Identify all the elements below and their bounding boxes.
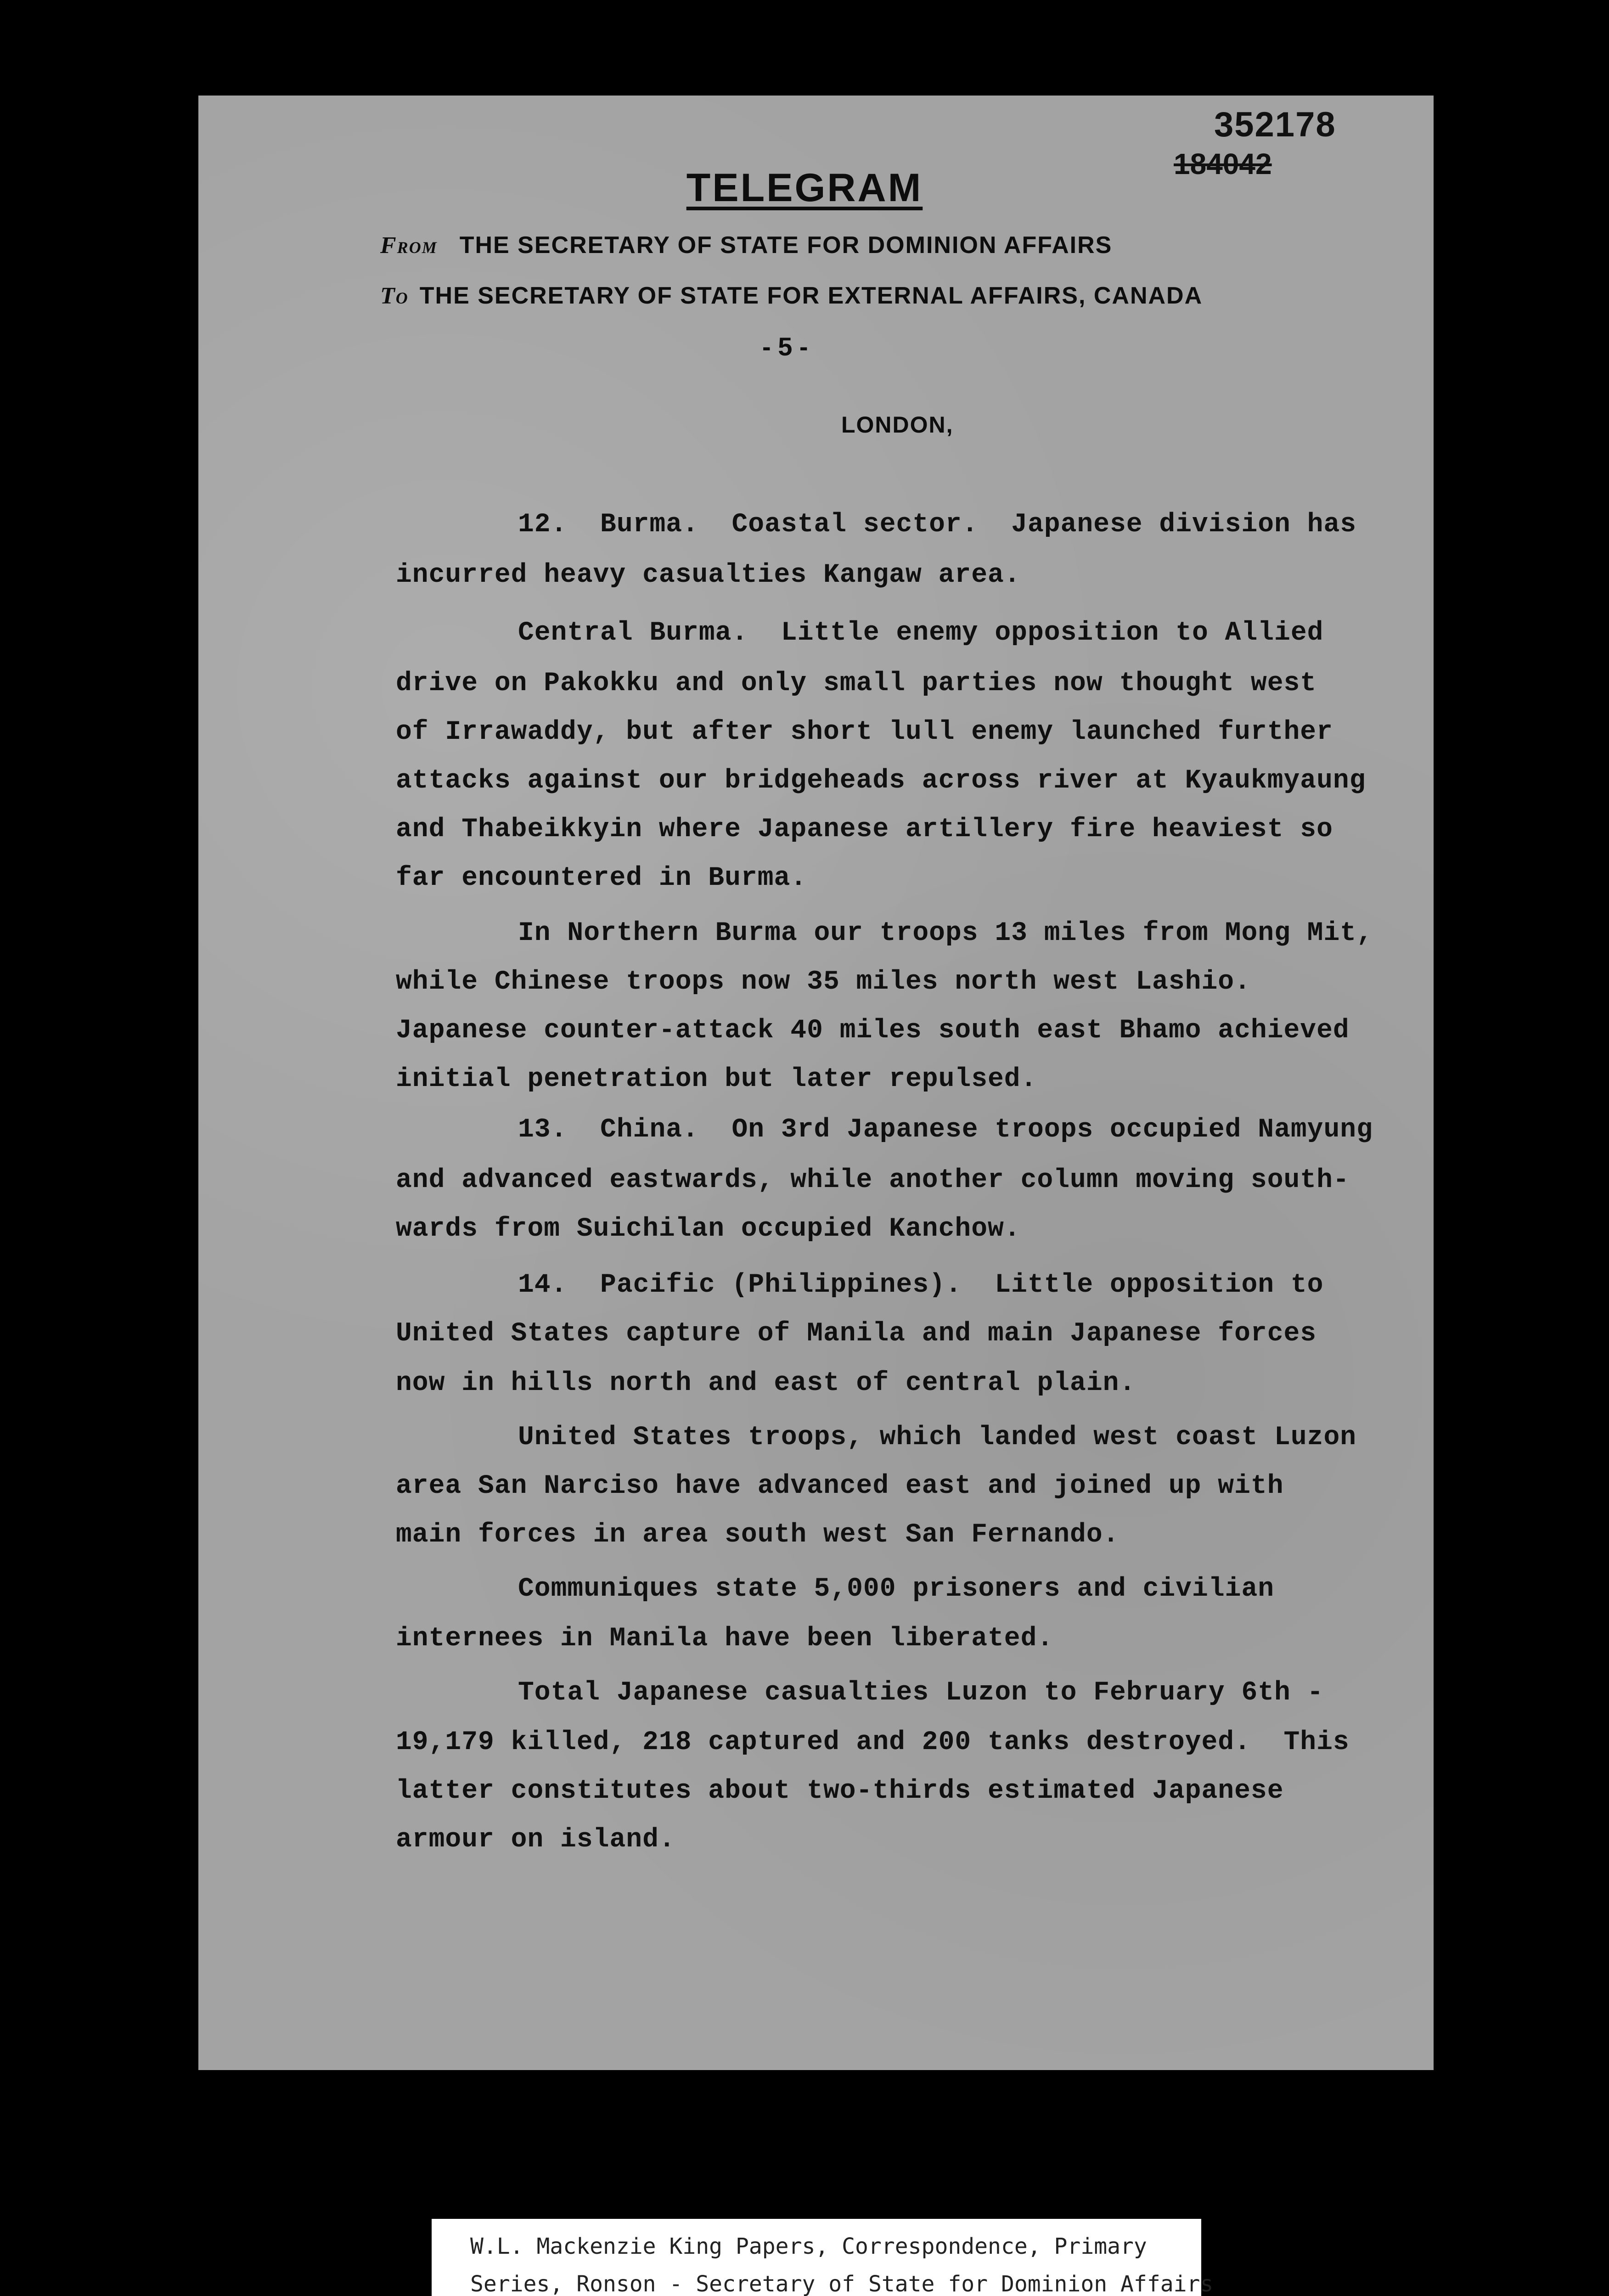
body-line: internees in Manila have been liberated. — [396, 1624, 1054, 1654]
to-text: THE SECRETARY OF STATE FOR EXTERNAL AFFAIRS, CANADA — [419, 282, 1203, 309]
body-line: United States troops, which landed west coast Luzon — [518, 1423, 1357, 1452]
body-line: and Thabeikkyin where Japanese artillery fire heaviest so — [396, 815, 1333, 844]
page-number: - 5 - — [762, 332, 808, 361]
body-line: main forces in area south west San Fernando. — [396, 1520, 1120, 1550]
body-line: incurred heavy casualties Kangaw area. — [396, 560, 1021, 590]
body-line: Central Burma. Little enemy opposition to Allied — [518, 618, 1324, 648]
telegram-title: TELEGRAM — [686, 166, 923, 210]
body-line: and advanced eastwards, while another column moving south- — [396, 1165, 1350, 1195]
citation-line: Series, Ronson - Secretary of State for Dominion Affairs — [470, 2271, 1214, 2296]
from-text: THE SECRETARY OF STATE FOR DOMINION AFFAIRS — [459, 232, 1113, 259]
document-number-struck: 184042 — [1174, 147, 1272, 180]
to-line — [380, 282, 1203, 310]
body-line: drive on Pakokku and only small parties now thought west — [396, 669, 1317, 698]
from-line — [380, 231, 1112, 259]
to-prefix: To — [380, 283, 409, 309]
body-line: of Irrawaddy, but after short lull enemy launched further — [396, 717, 1333, 747]
body-line: area San Narciso have advanced east and joined up with — [396, 1471, 1284, 1501]
body-line: Communiques state 5,000 prisoners and civilian — [518, 1574, 1275, 1604]
body-line: wards from Suichilan occupied Kanchow. — [396, 1214, 1021, 1244]
citation-line: W.L. Mackenzie King Papers, Correspondence, Primary — [470, 2234, 1147, 2259]
place-line: LONDON, — [841, 412, 954, 438]
body-line: 12. Burma. Coastal sector. Japanese division has — [518, 510, 1357, 540]
body-line: now in hills north and east of central plain. — [396, 1368, 1136, 1398]
body-line: attacks against our bridgeheads across river at Kyaukmyaung — [396, 766, 1366, 796]
body-line: far encountered in Burma. — [396, 863, 807, 893]
body-line: armour on island. — [396, 1825, 675, 1855]
body-line: Japanese counter-attack 40 miles south east Bhamo achieved — [396, 1016, 1350, 1046]
body-line: 19,179 killed, 218 captured and 200 tanks destroyed. This — [396, 1728, 1350, 1757]
body-line: 14. Pacific (Philippines). Little opposition to — [518, 1270, 1324, 1300]
from-prefix: From — [380, 232, 438, 259]
body-line: while Chinese troops now 35 miles north west Lashio. — [396, 967, 1251, 997]
body-line: Total Japanese casualties Luzon to February 6th - — [518, 1678, 1324, 1708]
document-number: 352178 — [1214, 105, 1336, 144]
body-line: United States capture of Manila and main Japanese forces — [396, 1319, 1317, 1349]
body-line: In Northern Burma our troops 13 miles from Mong Mit, — [518, 918, 1373, 948]
body-line: initial penetration but later repulsed. — [396, 1064, 1037, 1094]
body-line: 13. China. On 3rd Japanese troops occupied Namyung — [518, 1115, 1373, 1145]
body-line: latter constitutes about two-thirds estimated Japanese — [396, 1776, 1284, 1806]
